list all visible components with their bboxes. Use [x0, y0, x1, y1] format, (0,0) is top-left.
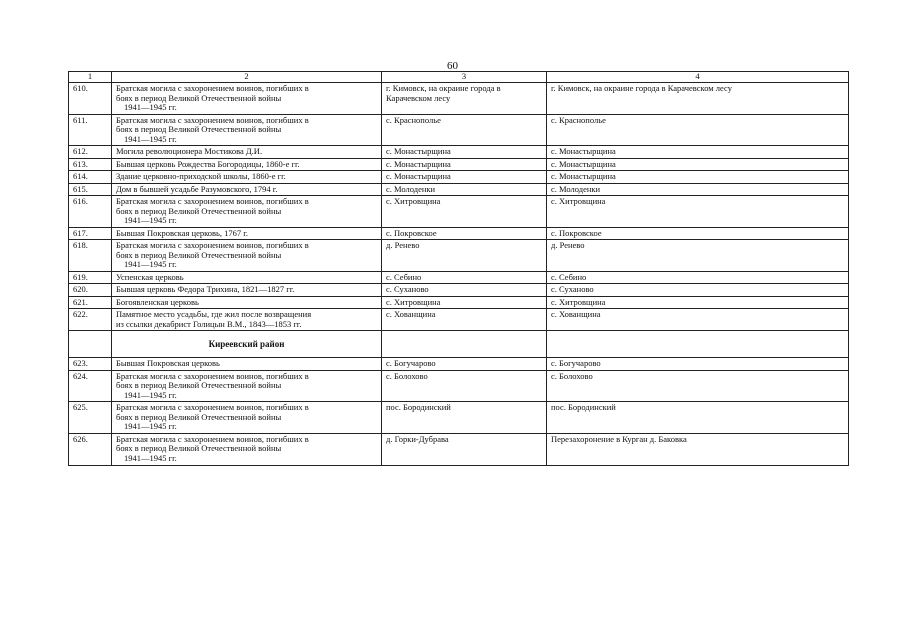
monument-name [112, 402, 382, 434]
table-row [69, 296, 849, 309]
monument-name [112, 114, 382, 146]
district-number-cell [69, 331, 112, 358]
monument-location: с. Краснополье [547, 114, 849, 146]
monument-location: с. Молоденки [547, 183, 849, 196]
monument-location: с. Хитровщина [547, 296, 849, 309]
monument-place: г. Кимовск, на окраине города в Карачевском лесу [382, 83, 547, 115]
monument-name [112, 146, 382, 159]
monument-name-line: из ссылки декабрист Голицын В.М., 1843—1853 гг. [116, 318, 302, 329]
row-number: 614. [69, 171, 112, 184]
monument-name-line: боях в период Великой Отечественной войны [116, 205, 282, 216]
column-header-location: 4 [547, 72, 849, 83]
row-number: 617. [69, 227, 112, 240]
monument-location: д. Ренево [547, 240, 849, 272]
table-row [69, 171, 849, 184]
table-body-before [69, 83, 849, 331]
row-number: 610. [69, 83, 112, 115]
monument-name [112, 309, 382, 331]
monument-name-line: Бывшая церковь Рождества Богородицы, 1860-е гг. [116, 158, 300, 169]
column-header-name: 2 [112, 72, 382, 83]
monument-location: с. Хитровщина [547, 196, 849, 228]
monument-place: с. Покровское [382, 227, 547, 240]
table-row [69, 146, 849, 159]
district-location-cell [547, 331, 849, 358]
monument-name-line: 1941—1945 гг. [124, 215, 177, 226]
row-number: 626. [69, 433, 112, 465]
monument-place: с. Хованщина [382, 309, 547, 331]
page-number: 60 [447, 60, 458, 72]
monuments-table [68, 71, 849, 466]
monument-name [112, 433, 382, 465]
monument-name-line: 1941—1945 гг. [124, 421, 177, 432]
monument-name [112, 171, 382, 184]
district-section [69, 331, 849, 358]
monument-location: Перезахоронение в Курган д. Баковка [547, 433, 849, 465]
row-number: 620. [69, 284, 112, 297]
monument-name-line: Дом в бывшей усадьбе Разумовского, 1794 г. [116, 183, 278, 194]
monument-place: с. Болохово [382, 370, 547, 402]
monument-place: с. Краснополье [382, 114, 547, 146]
monument-place: с. Себино [382, 271, 547, 284]
monument-name-line: Братская могила с захоронением воинов, погибших в [116, 83, 309, 93]
row-number: 613. [69, 158, 112, 171]
monument-name [112, 196, 382, 228]
table-row [69, 284, 849, 297]
monument-name-line: Братская могила с захоронением воинов, погибших в [116, 370, 309, 381]
monument-name-line: 1941—1945 гг. [124, 259, 177, 270]
monument-name-line: Братская могила с захоронением воинов, погибших в [116, 240, 309, 251]
monument-name [112, 83, 382, 115]
monument-name-line: Братская могила с захоронением воинов, погибших в [116, 196, 309, 207]
monument-name [112, 240, 382, 272]
monument-name-line: боях в период Великой Отечественной войны [116, 443, 282, 454]
table-row [69, 402, 849, 434]
monument-name-line: Успенская церковь [116, 271, 184, 282]
table-row [69, 158, 849, 171]
monument-location: с. Монастырщина [547, 171, 849, 184]
district-title: Киреевский район [112, 331, 382, 358]
monument-name [112, 183, 382, 196]
monument-place: с. Монастырщина [382, 158, 547, 171]
monument-name-line: Братская могила с захоронением воинов, погибших в [116, 402, 309, 413]
monument-place: с. Хитровщина [382, 196, 547, 228]
table-row [69, 227, 849, 240]
monument-place: с. Монастырщина [382, 146, 547, 159]
monument-name [112, 296, 382, 309]
monument-name-line: боях в период Великой Отечественной войны [116, 124, 282, 135]
district-place-cell [382, 331, 547, 358]
monument-name-line: боях в период Великой Отечественной войны [116, 380, 282, 391]
monument-name-line: Бывшая церковь Федора Трихина, 1821—1827 гг. [116, 284, 295, 295]
row-number: 615. [69, 183, 112, 196]
monument-place: с. Молоденки [382, 183, 547, 196]
column-header-place: 3 [382, 72, 547, 83]
monument-name-line: Бывшая Покровская церковь [116, 358, 220, 369]
monument-location: с. Суханово [547, 284, 849, 297]
row-number: 619. [69, 271, 112, 284]
row-number: 621. [69, 296, 112, 309]
monument-name-line: Братская могила с захоронением воинов, погибших в [116, 114, 309, 125]
monument-location: с. Монастырщина [547, 146, 849, 159]
monument-name-line: 1941—1945 гг. [124, 389, 177, 400]
monument-name-line: боях в период Великой Отечественной войны [116, 411, 282, 422]
monument-location: с. Болохово [547, 370, 849, 402]
monument-location: с. Покровское [547, 227, 849, 240]
monument-name [112, 370, 382, 402]
table-row [69, 240, 849, 272]
table-row [69, 196, 849, 228]
monument-name-line: боях в период Великой Отечественной войны [116, 249, 282, 260]
monument-name [112, 358, 382, 371]
column-header-number: 1 [69, 72, 112, 83]
monument-name [112, 284, 382, 297]
row-number: 623. [69, 358, 112, 371]
monument-name-line: 1941—1945 гг. [124, 133, 177, 144]
table-row [69, 370, 849, 402]
monument-location: с. Богучарово [547, 358, 849, 371]
monument-name-line: Могила революционера Мостикова Д.И. [116, 146, 263, 157]
table-row [69, 271, 849, 284]
row-number: 624. [69, 370, 112, 402]
monument-place: д. Горки-Дубрава [382, 433, 547, 465]
table-row [69, 114, 849, 146]
monument-place: д. Ренево [382, 240, 547, 272]
header-row [69, 72, 849, 83]
row-number: 611. [69, 114, 112, 146]
monument-name-line: Бывшая Покровская церковь, 1767 г. [116, 227, 248, 238]
monument-location: с. Себино [547, 271, 849, 284]
row-number: 622. [69, 309, 112, 331]
monument-name-line: 1941—1945 гг. [124, 102, 177, 113]
table-row [69, 183, 849, 196]
monument-location: пос. Бородинский [547, 402, 849, 434]
monument-name-line: Богоявленская церковь [116, 296, 199, 307]
table-row [69, 433, 849, 465]
table-body-after [69, 358, 849, 465]
row-number: 612. [69, 146, 112, 159]
table-row [69, 309, 849, 331]
monument-place: с. Суханово [382, 284, 547, 297]
table-row [69, 83, 849, 115]
row-number: 616. [69, 196, 112, 228]
monument-name-line: Здание церковно-приходской школы, 1860-е гг. [116, 171, 286, 182]
monument-name [112, 227, 382, 240]
monument-location: г. Кимовск, на окраине города в Карачевском лесу [547, 83, 849, 115]
monument-location: с. Хованщина [547, 309, 849, 331]
monument-name-line: Братская могила с захоронением воинов, погибших в [116, 433, 309, 444]
monument-place: с. Монастырщина [382, 171, 547, 184]
monument-name-line: боях в период Великой Отечественной войны [116, 92, 282, 103]
table-row [69, 358, 849, 371]
row-number: 618. [69, 240, 112, 272]
monument-name-line: 1941—1945 гг. [124, 452, 177, 463]
monument-place: пос. Бородинский [382, 402, 547, 434]
district-row [69, 331, 849, 358]
table-header [69, 72, 849, 83]
monument-place: с. Богучарово [382, 358, 547, 371]
monument-name-line: Памятное место усадьбы, где жил после возвращения [116, 309, 312, 320]
monument-name [112, 158, 382, 171]
monument-location: с. Монастырщина [547, 158, 849, 171]
monument-name [112, 271, 382, 284]
monument-place: с. Хитровщина [382, 296, 547, 309]
row-number: 625. [69, 402, 112, 434]
